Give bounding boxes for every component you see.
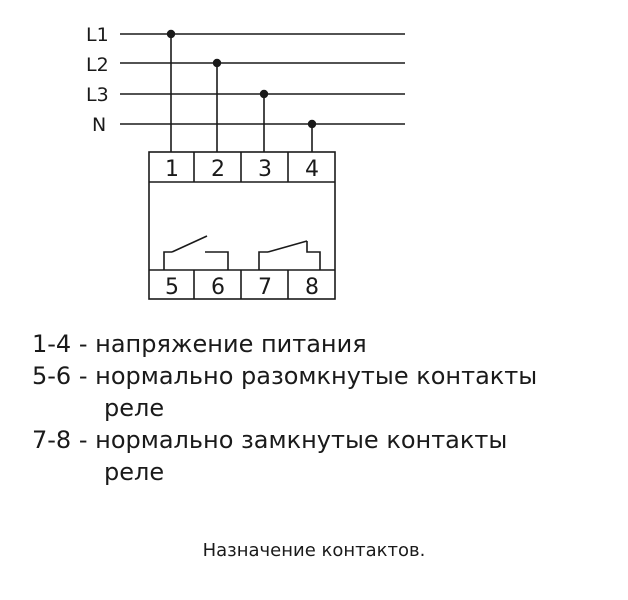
legend-item-1-4 xyxy=(32,328,537,360)
top-terminal-numbers xyxy=(165,157,319,182)
no-contact-blade xyxy=(172,236,207,252)
junction-dot-l1 xyxy=(167,30,175,38)
line-label-l1: L1 xyxy=(86,24,109,46)
nc-contact-lead-7 xyxy=(259,252,268,270)
terminal-2: 2 xyxy=(211,157,225,182)
nc-contact-lead-8 xyxy=(307,241,320,270)
legend-item-7-8-continuation: реле xyxy=(104,458,165,486)
no-contact-lead-6 xyxy=(205,252,228,270)
line-label-n: N xyxy=(92,114,107,136)
drop-wires xyxy=(171,34,312,152)
line-labels xyxy=(86,24,109,136)
terminal-5: 5 xyxy=(165,275,179,300)
junction-dot-l2 xyxy=(213,59,221,67)
figure-caption: Назначение контактов. xyxy=(202,540,426,561)
junction-dot-n xyxy=(308,120,316,128)
legend-code: 1-4 xyxy=(32,330,72,358)
no-contact-lead-5 xyxy=(164,252,172,270)
bottom-terminal-numbers xyxy=(165,275,319,300)
terminal-8: 8 xyxy=(305,275,319,300)
terminal-1: 1 xyxy=(165,157,179,182)
legend-separator: - xyxy=(71,330,96,358)
nc-contact-blade xyxy=(268,241,307,252)
legend-text: напряжение питания xyxy=(95,330,367,358)
legend-code: 7-8 xyxy=(32,426,72,454)
legend-text: нормально разомкнутые контакты xyxy=(95,362,538,390)
junction-dot-l3 xyxy=(260,90,268,98)
line-label-l3: L3 xyxy=(86,84,109,106)
legend-item-7-8 xyxy=(32,424,537,456)
legend-item-5-6 xyxy=(32,360,537,392)
terminal-4: 4 xyxy=(305,157,319,182)
terminal-3: 3 xyxy=(258,157,272,182)
legend-item-5-6-continuation: реле xyxy=(104,394,165,422)
supply-lines xyxy=(120,34,405,124)
legend-text: нормально замкнутые контакты xyxy=(95,426,508,454)
junction-dots xyxy=(167,30,316,128)
terminal-6: 6 xyxy=(211,275,225,300)
nc-contact-symbol xyxy=(259,241,320,270)
legend-code: 5-6 xyxy=(32,362,72,390)
legend-separator: - xyxy=(71,426,96,454)
line-label-l2: L2 xyxy=(86,54,109,76)
no-contact-symbol xyxy=(164,236,228,270)
terminal-7: 7 xyxy=(258,275,272,300)
legend-separator: - xyxy=(71,362,96,390)
contact-legend xyxy=(32,328,537,488)
